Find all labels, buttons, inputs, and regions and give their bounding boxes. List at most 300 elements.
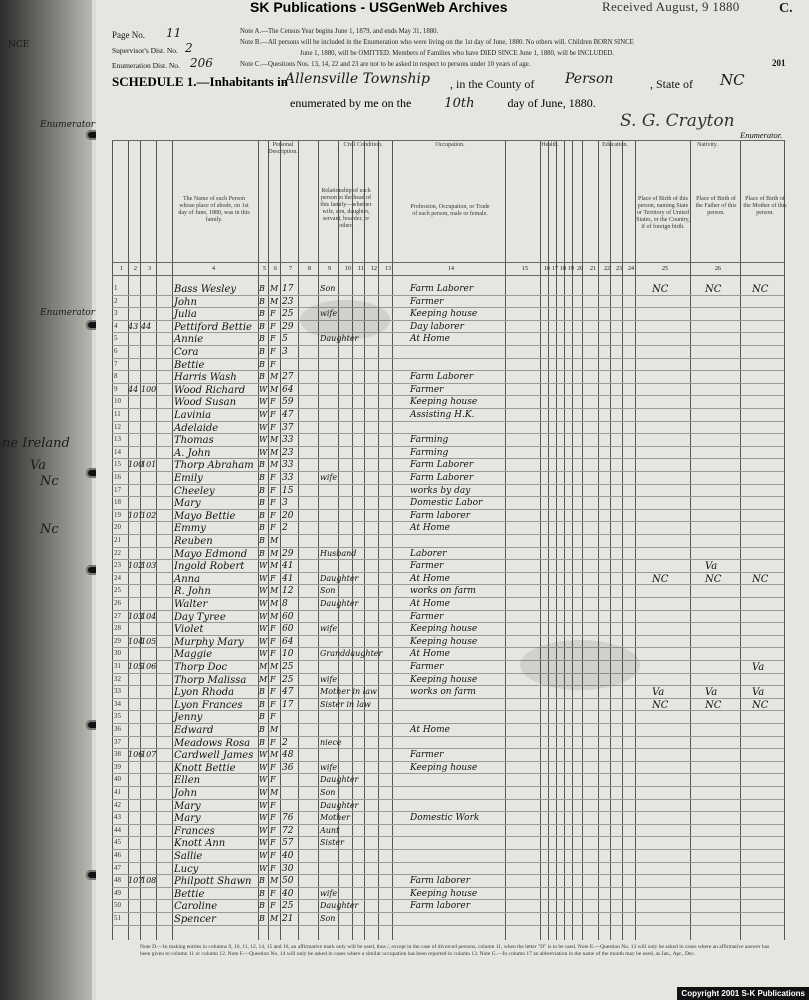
county: Person	[565, 71, 614, 87]
row-number: 36	[114, 725, 121, 733]
row-line	[112, 723, 784, 724]
person-name: Reuben	[174, 536, 213, 547]
color-race: W	[259, 435, 268, 445]
relationship: wife	[320, 309, 338, 319]
sex: M	[270, 296, 279, 306]
person-name: Adelaide	[174, 422, 219, 434]
person-name: Harris Wash	[174, 372, 237, 384]
dwelling-number: 102	[128, 561, 144, 571]
sex: M	[270, 586, 279, 596]
row-number: 46	[114, 851, 121, 859]
color-race: M	[259, 662, 268, 671]
relationship: Mother	[320, 813, 350, 823]
dwelling-number: 104	[128, 636, 144, 646]
color-race: W	[259, 800, 268, 810]
sex: M	[270, 914, 279, 923]
person-name: Thomas	[174, 435, 214, 447]
relationship-column-header: Relationship of each person to the head of this family—whether wife, son, daughter, servant, boarder, or other.	[320, 188, 372, 229]
color-race: B	[259, 536, 265, 545]
person-name: Knott Bettie	[174, 762, 236, 774]
color-race: B	[259, 309, 265, 319]
row-number: 31	[114, 662, 121, 670]
grid-vertical-line	[156, 140, 157, 940]
person-name: Frances	[174, 825, 215, 837]
column-number: 23	[616, 266, 622, 272]
sex: M	[270, 372, 279, 382]
row-number: 1	[114, 284, 118, 292]
person-name: Bettie	[174, 359, 205, 371]
person-name: Meadows Rosa	[174, 737, 251, 749]
column-number: 12	[371, 266, 377, 272]
note-b: Note B.—All persons will be included in the Enumeration who were living on the 1st day of June, 1880. No others will. Children BORN SINCE	[240, 39, 634, 46]
family-number: 101	[141, 460, 157, 470]
father-birthplace: NC	[705, 573, 722, 585]
sex: M	[270, 435, 279, 445]
row-number: 17	[114, 485, 121, 494]
enumerator-signature: S. G. Crayton	[620, 111, 735, 131]
grid-vertical-line	[172, 140, 173, 940]
gutter-text: Nc	[40, 522, 59, 537]
education-header: Education.	[602, 142, 628, 148]
row-number: 25	[114, 586, 121, 595]
relationship: wife	[320, 473, 338, 482]
grid-vertical-line	[298, 140, 299, 940]
civil-header: Civil Condition.	[343, 142, 383, 148]
row-number: 4	[114, 321, 118, 330]
row-number: 41	[114, 788, 121, 796]
occupation: Domestic Labor	[410, 498, 483, 509]
row-number: 33	[114, 687, 121, 696]
color-race: B	[259, 548, 265, 558]
age: 40	[282, 851, 294, 861]
occupation: Keeping house	[410, 397, 478, 408]
person-name: Murphy Mary	[174, 636, 244, 648]
column-number: 11	[358, 266, 364, 272]
occupation: Domestic Work	[410, 813, 480, 824]
person-name: Mayo Edmond	[174, 548, 248, 560]
row-number: 39	[114, 762, 121, 771]
sex: M	[270, 548, 279, 558]
row-number: 10	[114, 397, 121, 406]
person-name: John	[174, 788, 197, 799]
township: Allensville Township	[285, 71, 430, 87]
grid-vertical-line	[635, 140, 636, 940]
column-number: 17	[552, 266, 558, 272]
grid-vertical-line	[364, 140, 365, 940]
person-name: Lyon Rhoda	[174, 687, 235, 699]
age: 57	[282, 838, 294, 849]
color-race: B	[259, 498, 265, 508]
column-number: 25	[662, 266, 668, 272]
row-number: 2	[114, 296, 118, 305]
grid-vertical-line	[610, 140, 611, 940]
person-name: Ellen	[174, 775, 201, 787]
relationship: Son	[320, 284, 336, 293]
sex: F	[270, 901, 276, 911]
color-race: B	[259, 296, 265, 306]
age: 30	[282, 863, 294, 874]
dwelling-number: 106	[128, 750, 144, 760]
occupation: At Home	[410, 649, 450, 660]
row-number: 27	[114, 611, 121, 620]
color-race: W	[259, 573, 268, 583]
age: 47	[282, 410, 294, 420]
color-race: W	[259, 750, 268, 760]
sex: F	[270, 851, 276, 860]
relationship: niece	[320, 737, 342, 747]
row-number: 26	[114, 599, 121, 607]
color-race: B	[259, 712, 265, 722]
occupation: Farm Laborer	[410, 473, 474, 483]
color-race: W	[259, 636, 268, 646]
color-race: B	[259, 888, 265, 898]
row-number: 9	[114, 384, 118, 393]
grid-vertical-line	[622, 140, 623, 940]
relationship: Son	[320, 586, 336, 596]
row-line	[112, 421, 784, 422]
occupation: Laborer	[410, 548, 447, 559]
color-race: W	[259, 422, 268, 432]
day-label: day of June, 1880.	[507, 96, 596, 110]
occupation: At Home	[410, 725, 450, 735]
dwelling-number: 105	[128, 662, 144, 671]
person-name: Jenny	[174, 712, 203, 724]
grid-vertical-line	[582, 140, 583, 940]
sex: M	[270, 750, 279, 760]
row-line	[112, 899, 784, 900]
age: 64	[282, 384, 294, 395]
row-line	[112, 358, 784, 359]
sex: F	[270, 825, 276, 835]
occupation: Assisting H.K.	[410, 410, 475, 420]
person-name: Wood Susan	[174, 397, 237, 409]
relationship: Mother in law	[320, 687, 377, 697]
mother-birthplace: NC	[752, 699, 769, 711]
person-name: A. John	[174, 447, 211, 459]
age: 41	[282, 561, 294, 572]
age: 64	[282, 636, 294, 647]
color-race: B	[259, 334, 265, 344]
supervisor-dist: 2	[185, 41, 193, 55]
sex: F	[270, 624, 276, 634]
grid-vertical-line	[128, 140, 129, 940]
person-name: Mary	[174, 813, 201, 825]
row-number: 19	[114, 510, 121, 519]
age: 50	[282, 876, 294, 887]
color-race: W	[259, 813, 268, 823]
person-name: Emily	[174, 473, 203, 484]
color-race: W	[259, 561, 268, 571]
enumerated-label: enumerated by me on the	[290, 96, 412, 110]
occupation: works on farm	[410, 687, 476, 698]
note-c: Note C.—Questions Nos. 13, 14, 22 and 23 are not to be asked in respect to persons under 10 years of age.	[240, 61, 531, 68]
occupation: Farmer	[410, 750, 444, 761]
father-birth-column-header: Place of Birth of the Father of this person.	[695, 196, 737, 216]
age: 59	[282, 397, 294, 408]
row-number: 23	[114, 561, 121, 570]
enumerator-label: Enumerator.	[740, 130, 783, 140]
occupation: At Home	[410, 523, 450, 534]
row-line	[112, 811, 784, 812]
state: NC	[720, 71, 745, 89]
color-race: B	[259, 510, 265, 520]
person-name: Julia	[174, 309, 197, 321]
person-name: Thorp Abraham	[174, 460, 254, 472]
dwelling-number: 44	[128, 384, 139, 394]
occupation: works by day	[410, 485, 471, 496]
sex: F	[270, 737, 276, 747]
row-line	[112, 799, 784, 800]
color-race: W	[259, 863, 268, 873]
column-number: 13	[385, 266, 391, 272]
row-number: 24	[114, 573, 121, 582]
row-line	[112, 635, 784, 636]
person-name: Knott Ann	[174, 838, 226, 850]
sex: M	[270, 561, 279, 571]
grid-vertical-line	[140, 140, 141, 940]
column-number: 4	[212, 266, 215, 272]
occupation: Keeping house	[410, 309, 478, 320]
color-race: W	[259, 410, 268, 419]
row-number: 51	[114, 914, 121, 922]
enumeration-dist: 206	[190, 56, 213, 70]
occupation: Farmer	[410, 296, 444, 307]
sex: F	[270, 636, 276, 646]
person-name: Emmy	[174, 523, 206, 535]
family-number: 107	[141, 750, 157, 760]
note-b-cont: June 1, 1880, will be OMITTED. Members of Families who have DIED SINCE June 1, 1880, will be INCLUDED.	[300, 50, 615, 57]
color-race: M	[259, 674, 268, 684]
gutter-text: NCE	[8, 40, 30, 50]
sex: F	[270, 775, 276, 785]
person-name: Violet	[174, 624, 204, 636]
grid-vertical-line	[784, 140, 785, 940]
row-number: 38	[114, 750, 121, 759]
person-name: Day Tyree	[174, 611, 226, 623]
sex: F	[270, 321, 276, 331]
age: 20	[282, 510, 294, 521]
row-line	[112, 509, 784, 510]
row-line	[112, 824, 784, 825]
relationship: Granddaughter	[320, 649, 383, 659]
age: 27	[282, 372, 294, 383]
grid-vertical-line	[268, 140, 269, 940]
gutter-text: Nc	[40, 474, 59, 489]
relationship: wife	[320, 624, 338, 634]
age: 10	[282, 649, 294, 660]
person-name: John	[174, 296, 197, 308]
row-number: 3	[114, 309, 118, 318]
age: 47	[282, 687, 294, 698]
person-name: Lavinia	[174, 410, 212, 421]
nativity-header: Nativity.	[697, 142, 718, 148]
birthplace: Va	[652, 687, 665, 699]
row-number: 37	[114, 737, 121, 746]
age: 33	[282, 460, 294, 471]
column-number: 8	[308, 266, 311, 272]
note-a: Note A.—The Census Year begins June 1, 1879, and ends May 31, 1880.	[240, 28, 439, 35]
dwelling-number: 43	[128, 321, 139, 331]
age: 2	[282, 737, 288, 748]
row-line	[112, 786, 784, 787]
grid-vertical-line	[392, 140, 393, 940]
color-race: B	[259, 460, 265, 470]
sex: F	[270, 838, 276, 848]
person-name: Lucy	[174, 863, 199, 875]
occupation: At Home	[410, 334, 450, 345]
row-number: 14	[114, 447, 121, 456]
paper-stain	[300, 300, 390, 340]
occupation: Farmer	[410, 611, 444, 622]
row-line	[112, 307, 784, 308]
column-number: 5	[263, 266, 266, 272]
column-number: 14	[448, 266, 454, 272]
sex: F	[270, 863, 276, 873]
age: 25	[282, 662, 294, 672]
sex: F	[270, 649, 276, 659]
column-number: 22	[604, 266, 610, 272]
column-number: 10	[345, 266, 351, 272]
row-number: 7	[114, 359, 118, 368]
occupation: Day laborer	[410, 321, 464, 332]
row-number: 34	[114, 699, 121, 708]
father-birthplace: Va	[705, 687, 718, 699]
relationship: wife	[320, 762, 338, 772]
person-name: Lyon Frances	[174, 699, 243, 711]
row-number: 12	[114, 422, 121, 431]
row-number: 50	[114, 901, 121, 910]
sex: M	[270, 876, 279, 886]
father-birthplace: NC	[705, 699, 722, 711]
sex: M	[270, 447, 279, 457]
corner-letter: C.	[779, 1, 793, 16]
sex: F	[270, 712, 276, 722]
family-number: 102	[141, 510, 157, 520]
birthplace: NC	[652, 699, 669, 711]
column-number: 20	[577, 266, 583, 272]
color-race: B	[259, 359, 265, 369]
color-race: B	[259, 876, 265, 886]
paper-stain	[520, 640, 640, 690]
sex: F	[270, 573, 276, 583]
occupation: Keeping house	[410, 624, 478, 635]
relationship: Husband	[320, 548, 357, 558]
grid-vertical-line	[572, 140, 573, 940]
person-name: Cheeley	[174, 485, 215, 497]
person-name: Ingold Robert	[174, 561, 245, 573]
family-number: 100	[141, 384, 157, 394]
grid-vertical-line	[556, 140, 557, 940]
column-number: 24	[628, 266, 634, 272]
grid-vertical-line	[378, 140, 379, 940]
publisher-banner: SK Publications - USGenWeb Archives	[250, 0, 508, 15]
grid-vertical-line	[505, 140, 506, 940]
row-number: 30	[114, 649, 121, 658]
sex: M	[270, 384, 279, 394]
age: 37	[282, 422, 294, 433]
occupation-header: Occupation.	[435, 142, 465, 148]
row-number: 47	[114, 863, 121, 872]
page-number: 11	[166, 26, 182, 40]
person-name: Wood Richard	[174, 384, 246, 396]
row-line	[112, 534, 784, 535]
person-name: Bettie	[174, 888, 205, 900]
person-name: Anna	[174, 573, 201, 585]
row-number: 6	[114, 347, 118, 355]
occupation: Farmer	[410, 384, 444, 395]
column-number: 7	[289, 266, 292, 272]
row-number: 21	[114, 536, 121, 544]
age: 21	[282, 914, 294, 924]
row-number: 28	[114, 624, 121, 633]
occupation: Keeping house	[410, 888, 478, 899]
sex: F	[270, 347, 276, 356]
sex: F	[270, 674, 276, 684]
color-race: B	[259, 725, 265, 734]
person-name: Mary	[174, 800, 201, 812]
grid-horizontal-line	[112, 275, 784, 276]
personal-header: Personal Description.	[268, 142, 298, 155]
person-name: Sallie	[174, 851, 203, 862]
age: 5	[282, 334, 288, 345]
mother-birthplace: NC	[752, 284, 769, 295]
grid-vertical-line	[352, 140, 353, 940]
gutter-text: Va	[30, 458, 46, 473]
grid-horizontal-line	[112, 262, 784, 263]
color-race: B	[259, 901, 265, 911]
relationship: wife	[320, 888, 338, 898]
profession-column-header: Profession, Occupation, or Trade of each person, male or female.	[410, 204, 490, 217]
row-number: 32	[114, 674, 121, 683]
column-number: 2	[134, 266, 137, 272]
age: 60	[282, 611, 294, 622]
sex: F	[270, 334, 276, 344]
age: 23	[282, 296, 294, 307]
color-race: W	[259, 788, 268, 797]
age: 8	[282, 599, 288, 609]
sex: F	[270, 473, 276, 482]
mother-birthplace: NC	[752, 573, 769, 585]
name-column-header: The Name of each Person whose place of abode, on 1st day of June, 1880, was in this family.	[178, 196, 250, 223]
occupation: At Home	[410, 573, 450, 584]
relationship: wife	[320, 674, 338, 684]
age: 17	[282, 284, 294, 294]
color-race: B	[259, 687, 265, 697]
sex: F	[270, 410, 276, 419]
column-number: 19	[568, 266, 574, 272]
sex: M	[270, 788, 279, 797]
column-number: 18	[560, 266, 566, 272]
grid-vertical-line	[564, 140, 565, 940]
family-number: 108	[141, 876, 157, 886]
sex: F	[270, 397, 276, 407]
row-line	[112, 320, 784, 321]
relationship: Sister in law	[320, 699, 371, 709]
grid-vertical-line	[598, 140, 599, 940]
color-race: W	[259, 599, 268, 608]
occupation: Farming	[410, 447, 449, 458]
color-race: W	[259, 838, 268, 848]
mother-birthplace: Va	[752, 662, 765, 673]
color-race: B	[259, 485, 265, 495]
grid-vertical-line	[740, 140, 741, 940]
person-name: Mary	[174, 498, 201, 510]
person-name: Bass Wesley	[174, 284, 237, 295]
color-race: B	[259, 473, 265, 482]
enumeration-label: Enumeration Dist. No.	[112, 61, 180, 70]
row-line	[112, 345, 784, 346]
birthplace: NC	[652, 284, 669, 295]
